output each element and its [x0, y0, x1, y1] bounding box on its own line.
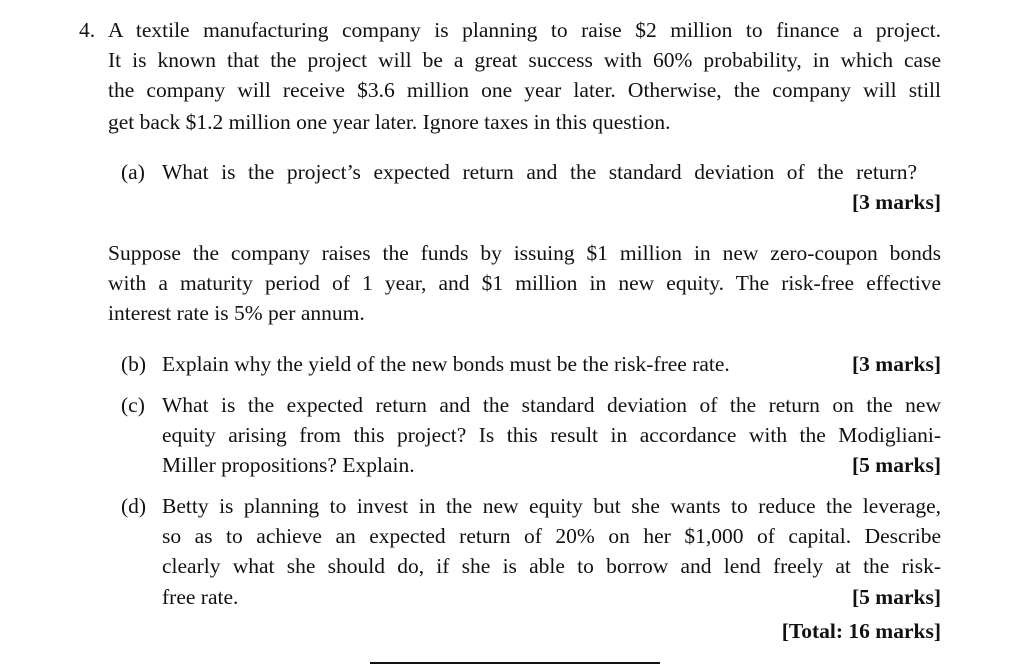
section-divider: [370, 662, 660, 664]
part-d-label: (d): [121, 494, 147, 518]
part-d-marks: [852, 582, 941, 612]
part-d-marks-text: [5 marks]: [852, 585, 941, 609]
intro-line-2: It is known that the project will be a great success with 60% probability, in which case: [108, 48, 941, 72]
part-c-label: (c): [121, 393, 145, 417]
part-c-line-2: equity arising from this project? Is this result in accordance with the Modigliani-: [162, 423, 941, 447]
intro-line-1: A textile manufacturing company is planning to raise $2 million to finance a project.: [108, 18, 941, 42]
part-b-label: (b): [121, 352, 147, 376]
intro-line-4: get back $1.2 million one year later. Ignore taxes in this question.: [108, 110, 671, 134]
part-b-text: Explain why the yield of the new bonds must be the risk-free rate.: [162, 352, 730, 376]
middle-line-2: with a maturity period of 1 year, and $1 million in new equity. The risk-free effective: [108, 271, 941, 295]
part-a-marks-text: [3 marks]: [852, 190, 941, 214]
part-d-line-3: clearly what she should do, if she is able to borrow and lend freely at the risk-: [162, 554, 941, 578]
middle-line-1: Suppose the company raises the funds by issuing $1 million in new zero-coupon bonds: [108, 241, 941, 265]
total-marks-text: [Total: 16 marks]: [781, 619, 941, 643]
part-c-line-3: Miller propositions? Explain.: [162, 453, 415, 477]
part-d-line-1: Betty is planning to invest in the new equity but she wants to reduce the leverage,: [162, 494, 941, 518]
part-a-marks: [852, 187, 941, 217]
middle-line-3: interest rate is 5% per annum.: [108, 301, 365, 325]
total-marks: [782, 616, 941, 646]
part-a-label: (a): [121, 160, 145, 184]
part-b-marks-text: [3 marks]: [852, 352, 941, 376]
part-c-marks-text: [5 marks]: [852, 453, 941, 477]
part-d-line-4: free rate.: [162, 585, 239, 609]
part-c-marks: [852, 450, 941, 480]
part-d-line-2: so as to achieve an expected return of 20% on her $1,000 of capital. Describe: [162, 524, 941, 548]
part-a-text: What is the project’s expected return and the standard deviation of the return?: [162, 160, 917, 184]
question-number: 4.: [79, 18, 96, 42]
part-b-marks: [852, 349, 941, 379]
part-c-line-1: What is the expected return and the standard deviation of the return on the new: [162, 393, 941, 417]
intro-line-3: the company will receive $3.6 million one year later. Otherwise, the company will still: [108, 78, 941, 102]
